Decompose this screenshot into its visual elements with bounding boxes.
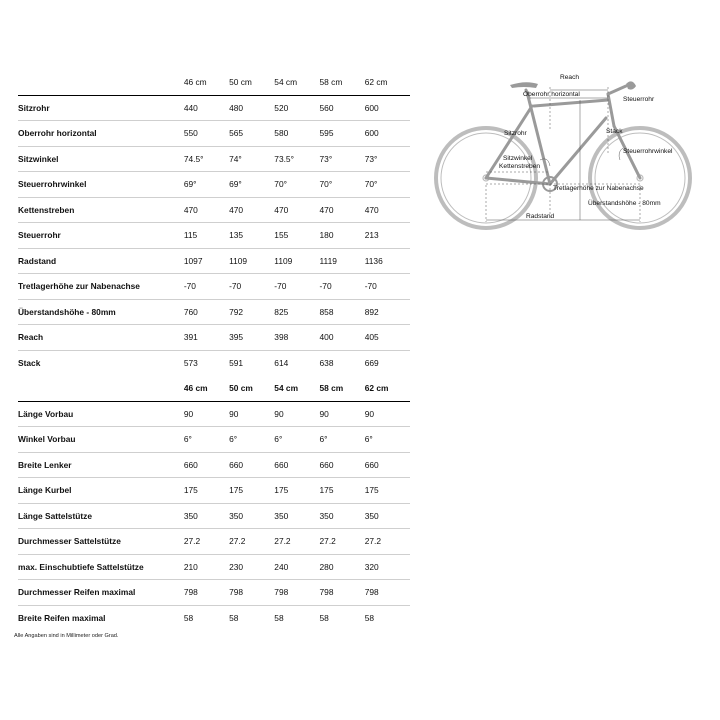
label-reach: Reach [560,74,580,81]
table-row [18,605,410,630]
row-label: Stack [18,357,41,368]
table-row [18,529,410,555]
row-label: Tretlagerhöhe zur Nabenachse [18,274,184,300]
cell-value: 600 [365,95,410,121]
row-label: Oberrohr horizontal [18,121,184,147]
cell-value: 798 [365,580,410,606]
cell-value: 638 [319,357,334,368]
label-kettenstreben: Kettenstreben [499,163,541,170]
cell-value: 480 [229,95,274,121]
row-label: Durchmesser Reifen maximal [18,580,184,606]
cell-value: 600 [365,121,410,147]
size-header: 62 cm [365,70,410,95]
cell-value: 175 [320,478,365,504]
cell-value: 614 [274,357,289,368]
table-row [18,554,410,580]
cell-value: 595 [320,121,365,147]
cell-value: 70° [274,172,319,198]
label-oberrohr-horizontal: Oberrohr horizontal [523,91,580,98]
row-label: Sitzrohr [18,95,184,121]
cell-value: 6° [320,427,365,453]
row-label: Länge Kurbel [18,478,184,504]
cell-value: 573 [183,357,198,368]
table-row [18,146,410,172]
cell-value: 760 [184,299,229,325]
table-row [18,121,410,147]
label-sitzwinkel: Sitzwinkel [503,155,533,162]
table-row [18,223,410,249]
cell-value: 69° [184,172,229,198]
size-header: 50 cm [229,376,274,401]
cell-value: 58 [183,612,194,623]
cell-value: 792 [229,299,274,325]
bike-geometry-diagram [430,60,710,230]
cell-value: 175 [229,478,274,504]
row-label: Überstandshöhe - 80mm [18,299,184,325]
table-row [18,325,410,351]
cell-value: 858 [320,299,365,325]
geometry-header-row [18,70,410,95]
cell-value: 175 [365,478,410,504]
cell-value: 155 [274,223,319,249]
table-row [18,580,410,606]
cell-value: 280 [320,554,365,580]
cell-value: 470 [184,197,229,223]
cell-value: 400 [320,325,365,351]
cell-value: 58 [364,612,375,623]
cell-value: 90 [184,401,229,427]
cell-value: 350 [229,503,274,529]
components-table-body [18,401,410,630]
cell-value: 1109 [274,248,319,274]
table-row [18,274,410,300]
cell-value: 180 [320,223,365,249]
cell-value: 798 [229,580,274,606]
cell-value: 90 [320,401,365,427]
row-label: Sitzwinkel [18,146,184,172]
cell-value: 240 [274,554,319,580]
cell-value: 27.2 [274,529,319,555]
cell-value: 440 [184,95,229,121]
label-stack: Stack [606,128,623,135]
size-header: 62 cm [365,376,410,401]
cell-value: 73° [365,146,410,172]
cell-value: 90 [274,401,319,427]
cell-value: 69° [229,172,274,198]
table-row [18,299,410,325]
cell-value: 27.2 [365,529,410,555]
table-row [18,197,410,223]
geometry-table-body [18,95,410,375]
cell-value: 520 [274,95,319,121]
label-sitzrohr: Sitzrohr [504,130,527,137]
table-row [18,427,410,453]
cell-value: 6° [365,427,410,453]
cell-value: 565 [229,121,274,147]
cell-value: 73° [320,146,365,172]
cell-value: 892 [365,299,410,325]
components-header-row [18,376,410,401]
table-row [18,452,410,478]
cell-value: 1119 [320,248,365,274]
cell-value: 115 [184,223,229,249]
label-radstand: Radstand [526,213,555,220]
cell-value: 350 [184,503,229,529]
label-steuerrohr: Steuerrohr [623,96,655,103]
table-row [18,172,410,198]
cell-value: 320 [365,554,410,580]
cell-value: 350 [320,503,365,529]
table-row [18,95,410,121]
cell-value: 470 [229,197,274,223]
cell-value: 1136 [365,248,410,274]
size-header: 58 cm [320,70,365,95]
cell-value: -70 [365,274,410,300]
cell-value: 660 [320,452,365,478]
row-label: Breite Reifen maximal [18,612,106,623]
row-label: Radstand [18,248,184,274]
row-label: Breite Lenker [18,452,184,478]
cell-value: 70° [320,172,365,198]
table-row [18,248,410,274]
cell-value: 798 [184,580,229,606]
cell-value: 74.5° [184,146,229,172]
cell-value: 580 [274,121,319,147]
table-row [18,401,410,427]
size-header: 58 cm [320,376,365,401]
cell-value: 391 [184,325,229,351]
cell-value: 398 [274,325,319,351]
row-label: Länge Vorbau [18,401,184,427]
cell-value: -70 [274,274,319,300]
size-header: 54 cm [274,376,319,401]
cell-value: 1097 [184,248,229,274]
cell-value: 6° [184,427,229,453]
size-header: 54 cm [274,70,319,95]
cell-value: 470 [274,197,319,223]
cell-value: 405 [365,325,410,351]
label-steuerrohrwinkel: Steuerrohrwinkel [623,148,673,155]
cell-value: 58 [229,612,239,623]
cell-value: 350 [274,503,319,529]
cell-value: 135 [229,223,274,249]
cell-value: 470 [320,197,365,223]
cell-value: 90 [229,401,274,427]
cell-value: 395 [229,325,274,351]
row-label: Länge Sattelstütze [18,503,184,529]
cell-value: 27.2 [184,529,229,555]
cell-value: 560 [320,95,365,121]
row-label: Durchmesser Sattelstütze [18,529,184,555]
cell-value: 660 [365,452,410,478]
cell-value: 27.2 [229,529,274,555]
cell-value: 591 [229,357,244,368]
cell-value: 175 [274,478,319,504]
cell-value: -70 [184,274,229,300]
size-header: 50 cm [229,70,274,95]
cell-value: 825 [274,299,319,325]
cell-value: 58 [274,612,284,623]
cell-value: 470 [365,197,410,223]
cell-value: 1109 [229,248,274,274]
cell-value: 73.5° [274,146,319,172]
cell-value: 660 [184,452,229,478]
cell-value: -70 [229,274,274,300]
cell-value: 175 [184,478,229,504]
footnote: Alle Angaben sind in Millimeter oder Grad. [14,633,119,639]
cell-value: 210 [184,554,229,580]
cell-value: 798 [320,580,365,606]
cell-value: -70 [320,274,365,300]
row-label: Reach [18,325,184,351]
cell-value: 550 [184,121,229,147]
components-table [18,376,410,630]
row-label: Steuerrohrwinkel [18,172,184,198]
table-row [18,478,410,504]
cell-value: 798 [274,580,319,606]
size-header: 46 cm [184,70,229,95]
header-spacer [18,70,184,95]
row-label: max. Einschubtiefe Sattelstütze [18,554,184,580]
cell-value: 660 [229,452,274,478]
cell-value: 27.2 [320,529,365,555]
geometry-table [18,70,410,375]
cell-value: 230 [229,554,274,580]
row-label: Kettenstreben [18,197,184,223]
row-label: Steuerrohr [18,223,184,249]
size-header: 46 cm [184,376,229,401]
cell-value: 669 [364,357,379,368]
cell-value: 58 [319,612,329,623]
label-ueberstandshoehe: Überstandshöhe - 80mm [588,200,661,207]
cell-value: 6° [229,427,274,453]
cell-value: 70° [365,172,410,198]
table-row [18,350,410,375]
row-label: Winkel Vorbau [18,427,184,453]
cell-value: 213 [365,223,410,249]
cell-value: 6° [274,427,319,453]
cell-value: 660 [274,452,319,478]
table-row [18,503,410,529]
cell-value: 74° [229,146,274,172]
label-tretlagerhoehe: Tretlagerhöhe zur Nabenachse [553,185,644,192]
cell-value: 90 [365,401,410,427]
cell-value: 350 [365,503,410,529]
header-spacer [18,376,184,401]
